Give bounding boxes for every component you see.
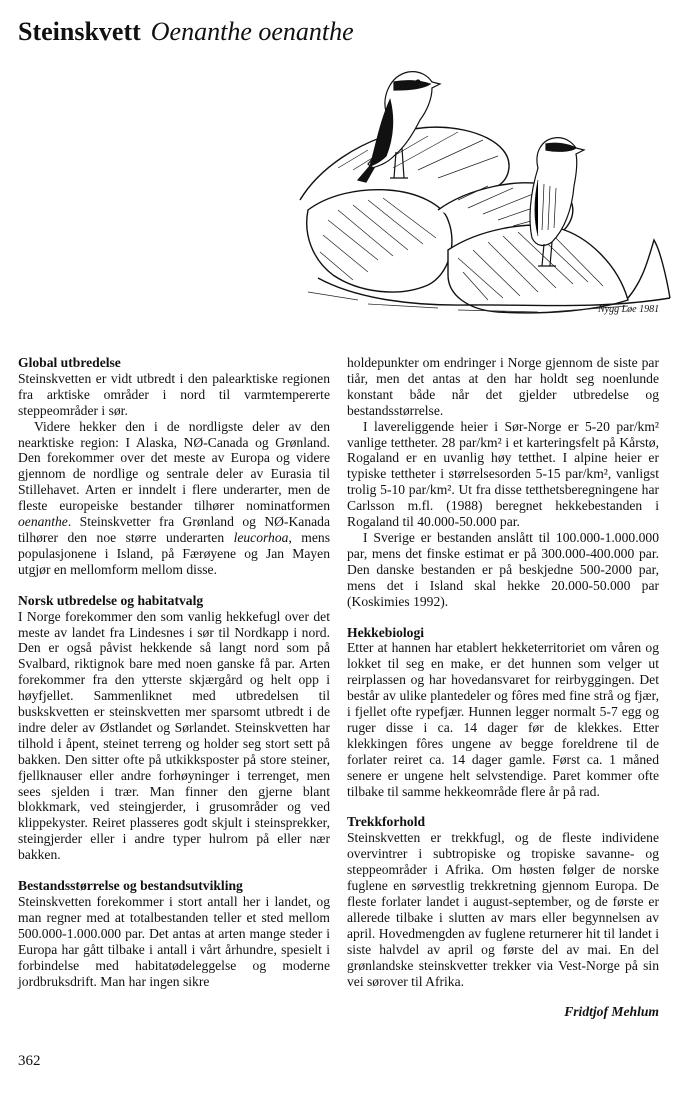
paragraph: I lavereliggende heier i Sør-Norge er 5-20 par/km² vanlige tettheter. 28 par/km² i et karteringsfelt på Kårstø, Rogaland er en uvanlig høy tetthet. I alpine heier er typiske tettheter i størrelsesorden 5-15 par/km², vanligst trolig 5-10 par/km². Ut fra disse tetthetsberegningene har Carlsson m.fl. (1988) beregnet hekkebestanden i Rogaland til 40.000-50.000 par. [347,418,659,530]
heading-global: Global utbredelse [18,355,121,370]
section-migration [347,814,659,989]
section-population-continued [347,355,659,610]
paragraph: I Sverige er bestanden anslått til 100.000-1.000.000 par, mens det finske estimat er på 300.000-400.000 par. Den danske bestanden er på beskjedne 500-2000 par, mens det i Island skal hekke 20.000-50.000 par (Koskimies 1992). [347,529,659,609]
section-population [18,878,330,989]
latin-name: Oenanthe oenanthe [150,17,354,46]
author-name: Fridtjof Mehlum [564,1004,659,1020]
paragraph: Videre hekker den i de nordligste deler av den nearktiske region: I Alaska, NØ-Canada og Grønland. Den forekommer over det meste av Europa og videre gjennom de nordlige og sentrale deler av Eurasia til Stillehavet. Arten er inndelt i flere underarter, men de fleste europeiske bestander tilhører nominatformen oenanthe. Steinskvetter fra Grønland og NØ-Kanada tilhører den noe større underarten leucorhoa, mens populasjonene i Island, på Færøyene og Jan Mayen utgjør en mellomform mellom disse. [18,418,330,577]
paragraph: Etter at hannen har etablert hekketerritoriet om våren og lokket til seg en make, er det hunnen som velger ut reirplassen og har hovedansvaret for reirbyggingen. Det består av ulike plantedeler og fôres med fine strå og fjær, i fjellet ofte rypefjær. Hunnen legger normalt 5-7 egg og ruger disse i ca. 14 dager før de klekkes. Etter klekkingen fôres ungene av begge foreldrene til de forlater reiret ca. 14 dager gamle. Først ca. 1 måned senere er ungene helt selvstendige. Paret kommer ofte tilbake til samme hekkeområde flere år på rad. [347,640,659,799]
page-title [18,16,354,48]
section-norway [18,593,330,863]
paragraph: I Norge forekommer den som vanlig hekkefugl over det meste av landet fra Lindesnes i sør til Nordkapp i nord. Den er også påvist hekkende så langt nord som på Svalbard, riktignok bare med noen ganske få par. Arten forekommer fra den ytterste skjærgård og helt opp i høyfjellet. Sammenliknet med utbredelsen til buskskvetten er steinskvetten mer sparsomt utbredt i de indre deler av Østlandet og Sørlandet. Steinskvetten har tilhold i åpent, steinet terreng og holder seg stort sett på bakken. Den sitter ofte på utkikksposter på store steiner, fjellknauser eller andre forhøyninger i terrenget, men sees sjelden i trær. Man finner den gjerne blant blokkmark, ved steingjerder, i grusområder og ved klippekyster. Reiret plasseres godt skjult i steinsprekker, steingjerder eller i andre typer hulrom på eller nær bakken. [18,608,330,863]
heading-population: Bestandsstørrelse og bestandsutvikling [18,878,243,894]
page-number: 362 [18,1053,41,1069]
paragraph: Steinskvetten er trekkfugl, og de fleste individene overvintrer i subtropiske og tropiske savanne- og steppeområder i Afrika. Om høsten følger de norske fuglene en sørvestlig trekkretning gjennom Europa. De fleste forlater landet i august-september, og de første er allerede tilbake i slutten av mars eller begynnelsen av april. Hovedmengden av fuglene returnerer hit til landet i siste halvdel av april og første del av mai. En del grønlandske steinskvetter trekker via Vest-Norge på sin vei sørover til Afrika. [347,830,659,989]
heading-breeding: Hekkebiologi [347,624,425,640]
section-breeding [347,625,659,800]
paragraph: holdepunkter om endringer i Norge gjennom de siste par tiår, men det antas at den har holdt seg noenlunde konstant både når det gjelder utbredelse og bestandsstørrelse. [347,355,659,418]
paragraph: Steinskvetten er vidt utbredt i den palearktiske regionen fra arktiske områder i nord til varmtempererte steppeområder i sør. [18,370,330,418]
artist-signature: Nygg Løe 1981 [598,304,660,315]
heading-migration: Trekkforhold [347,814,426,830]
common-name: Steinskvett [18,17,141,46]
paragraph: Steinskvetten forekommer i stort antall her i landet, og man regner med at totalbestanden teller et sted mellom 500.000-1.000.000 par. Det antas at arten mange steder i Europa har gått tilbake i antall i vårt århundre, spesielt i forbindelse med habitatødeleggelse og moderne jordbruksdrift. Man har ingen sikre [18,894,330,989]
rock-pile [300,127,670,313]
left-column [18,355,330,1004]
section-global [18,355,330,578]
heading-norway: Norsk utbredelse og habitatvalg [18,592,204,608]
right-column [347,355,659,1020]
wheatear-illustration [298,60,682,328]
